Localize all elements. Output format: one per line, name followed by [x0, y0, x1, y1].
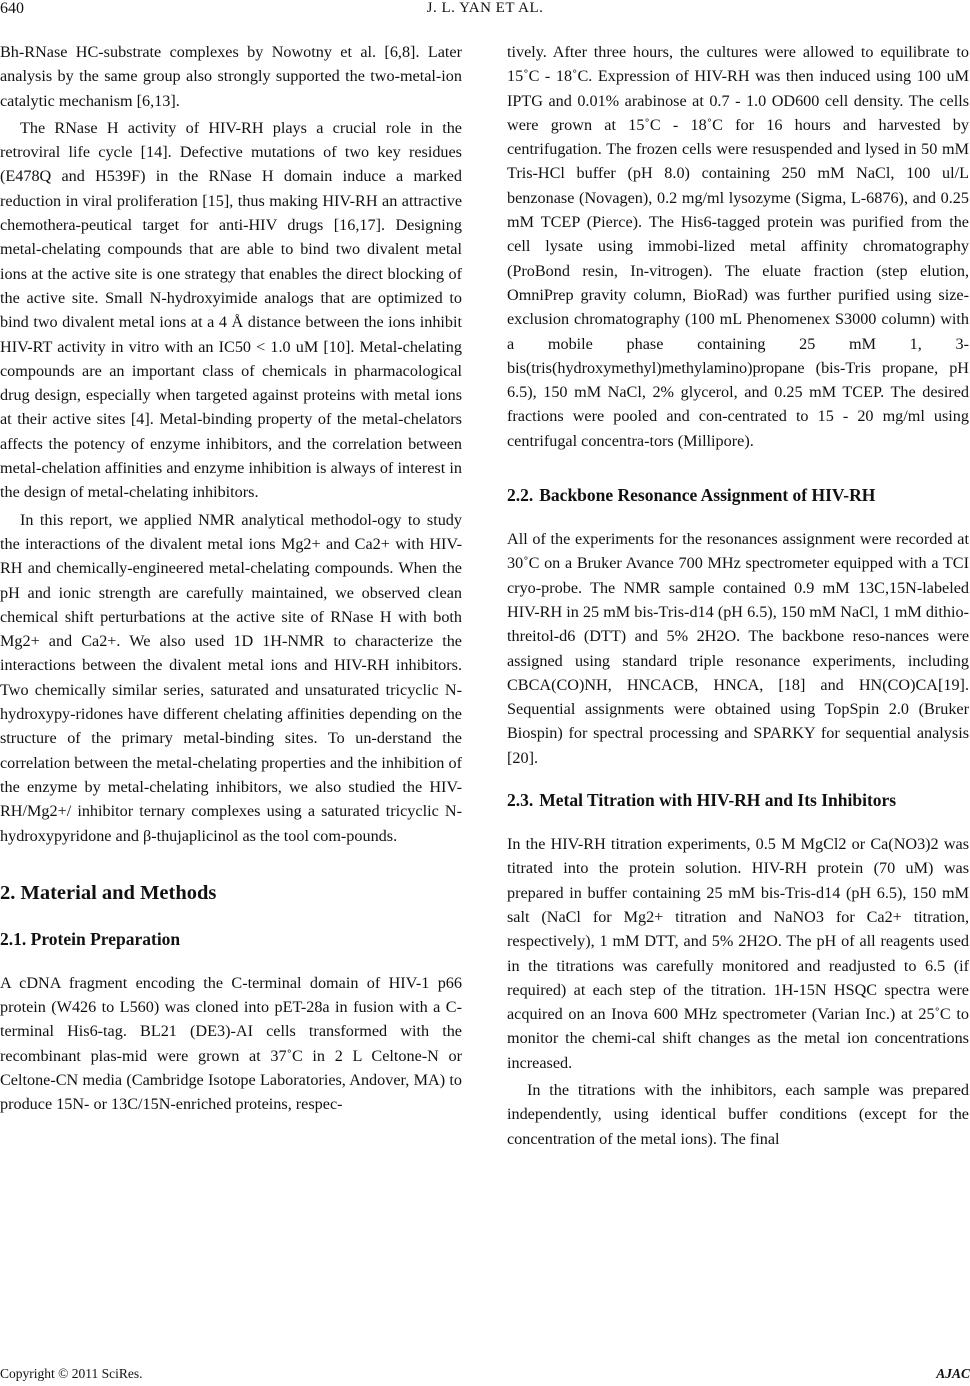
running-head: J. L. YAN ET AL. — [426, 0, 544, 16]
subsection-heading — [507, 788, 969, 812]
paragraph: All of the experiments for the resonances assignment were recorded at 30˚C on a Bruker Avance 700 MHz spectrometer equipped with a TCI cryo-probe. The NMR sample contained 0.9 mM 13C,15N-labeled HIV-RH in 25 mM bis-Tris-d14 (pH 6.5), 150 mM NaCl, 1 mM dithio-threitol-d6 (DTT) and 5% 2H2O. The backbone reso-nances were assigned using standard triple resonance experiments, including CBCA(CO)NH, HNCACB, HNCA, [18] and HN(CO)CA[19]. Sequential assignments were obtained using TopSpin 2.0 (Bruker Biospin) for spectral processing and SPARKY for sequential analysis [20]. — [507, 530, 969, 767]
copyright-notice: Copyright © 2011 SciRes. — [0, 1366, 143, 1381]
paragraph: In this report, we applied NMR analytical methodol-ogy to study the interactions of the divalent metal ions Mg2+ and Ca2+ with HIV-RH and chemically-engineered metal-chelating compounds. When the pH and ionic strength are carefully maintained, we observed clean chemical shift perturbations at the active site of RNase H with both Mg2+ and Ca2+. We also used 1D 1H-NMR to characterize the interactions between the divalent metal ions and HIV-RH inhibitors. Two chemically similar series, saturated and unsaturated tricyclic N-hydroxypy-ridones have different chelating affinities depending on the structure of the primary metal-binding sites. To un-derstand the correlation between the metal-chelating properties and the inhibition of the enzyme by metal-chelating inhibitors, we also studied the HIV-RH/Mg2+/ inhibitor ternary complexes using a saturated tricyclic N-hydroxypyridone and β-thujaplicinol as the tool com-pounds. — [0, 510, 462, 845]
paragraph: The RNase H activity of HIV-RH plays a crucial role in the retroviral life cycle [14]. Defective mutations of two key residues (E478Q and H539F) in the RNase H domain induce a marked reduction in viral proliferation [15], thus making HIV-RH an attractive chemothera-peutical target for anti-HIV drugs [16,17]. Designing metal-chelating compounds that are able to bind two divalent metal ions at the active site is one strategy that enables the direct blocking of the active site. Small N-hydroxyimide analogs that are optimized to bind two divalent metal ions at a 4 Å distance between the ions inhibit HIV-RT activity in vitro with an IC50 < 1.0 uM [10]. Metal-chelating compounds are an important class of chemicals in pharmacological drug design, especially when targeted against proteins with metal ions at their active sites [4]. Metal-binding property of the metal-chelators affects the potency of enzyme inhibitors, and the correlation between metal-chelation affinities and enzyme inhibition is always of interest in the design of metal-chelating inhibitors. — [0, 118, 462, 502]
subsection-title: Metal Titration with HIV-RH and Its Inhibitors — [539, 790, 897, 811]
paragraph: Bh-RNase HC-substrate complexes by Nowotny et al. [6,8]. Later analysis by the same group also strongly supported the two-metal-ion catalytic mechanism [6,13]. — [0, 43, 462, 110]
subsection-heading: 2.1. Protein Preparation — [0, 928, 181, 949]
page-number: 640 — [0, 0, 24, 17]
page-header — [0, 0, 970, 24]
paragraph: tively. After three hours, the cultures were allowed to equilibrate to 15˚C - 18˚C. Expression of HIV-RH was then induced using 100 uM IPTG and 0.01% arabinose at 0.7 - 1.0 OD600 cell density. The cells were grown at 15˚C - 18˚C for 16 hours and harvested by centrifugation. The frozen cells were resuspended and lysed in 50 mM Tris-HCl buffer (pH 8.0) containing 250 mM NaCl, 100 ul/L benzonase (Novagen), 0.2 mg/ml lysozyme (Sigma, L-6876), and 0.25 mM TCEP (Pierce). The His6-tagged protein was purified from the cell lysate using immobi-lized metal affinity chromatography (ProBond resin, In-vitrogen). The eluate fraction (step elution, OmniPrep gravity column, BioRad) was further purified using size-exclusion chromatography (100 mL Phenomenex S3000 column) with a mobile phase containing 25 mM 1, 3-bis(tris(hydroxymethyl)methylamino)propane (bis-Tris propane, pH 6.5), 150 mM NaCl, 2% glycerol, and 0.25 mM TCEP. The desired fractions were pooled and con-centrated to 15 - 20 mg/ml using centrifugal concentra-tors (Millipore). — [507, 43, 969, 450]
paragraph: A cDNA fragment encoding the C-terminal domain of HIV-1 p66 protein (W426 to L560) was cloned into pET-28a in fusion with a C-terminal His6-tag. BL21 (DE3)-AI cells transformed with the recombinant plas-mid were grown at 37˚C in 2 L Celtone-N or Celtone-CN media (Cambridge Isotope Laboratories, Andover, MA) to produce 15N- or 13C/15N-enriched proteins, respec- — [0, 973, 462, 1114]
section-heading: 2. Material and Methods — [0, 881, 217, 904]
subsection-title: Backbone Resonance Assignment of HIV-RH — [539, 485, 876, 506]
subsection-heading — [507, 483, 969, 507]
right-column — [507, 40, 969, 1151]
journal-abbrev: AJAC — [936, 1366, 970, 1381]
paragraph: In the titrations with the inhibitors, each sample was prepared independently, using identical buffer conditions (except for the concentration of the metal ions). The final — [507, 1080, 969, 1148]
left-column — [0, 40, 462, 1117]
page-footer — [0, 1366, 970, 1386]
subsection-number: 2.2. — [507, 485, 534, 506]
subsection-number: 2.3. — [507, 790, 534, 811]
paragraph: In the HIV-RH titration experiments, 0.5 M MgCl2 or Ca(NO3)2 was titrated into the protein solution. HIV-RH protein (70 uM) was prepared in buffer containing 25 mM bis-Tris-d14 (pH 6.5), 150 mM salt (NaCl for Mg2+ titration and NaNO3 for Ca2+ titration, respectively), 1 mM DTT, and 5% 2H2O. The pH of all reagents used in the titrations was carefully monitored and readjusted to 6.5 (if required) at each step of the titration. 1H-15N HSQC spectra were acquired on an Inova 600 MHz spectrometer (Varian Inc.) at 25˚C to monitor the chemi-cal shift changes as the metal ion concentrations increased. — [507, 835, 969, 1072]
